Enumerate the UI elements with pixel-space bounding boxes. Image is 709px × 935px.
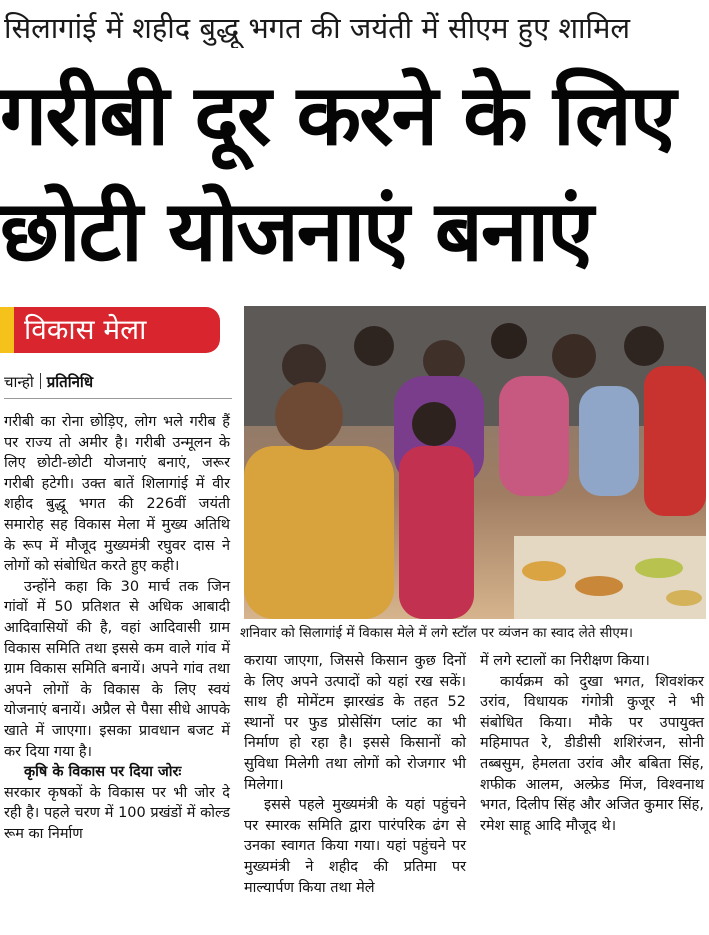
crowd-head — [423, 340, 465, 382]
crowd-head — [491, 323, 527, 359]
photo-caption: शनिवार को सिलागांई में विकास मेले में लगे स्टॉल पर व्यंजन का स्वाद लेते सीएम। — [240, 625, 634, 641]
photo-illustration — [244, 306, 706, 619]
kicker-headline: सिलागांई में शहीद बुद्धू भगत की जयंती में सीएम हुए शामिल — [4, 11, 631, 45]
food-plate — [666, 590, 702, 606]
article-paragraph: उन्होंने कहा कि 30 मार्च तक जिन गांवों में 50 प्रतिशत से अधिक आबादी आदिवासियों की है, वहां आदिवासी ग्राम विकास समिति तथा इससे कम वाले गांव में ग्राम विकास समिति बनायें। अपने गांव तथा अपने लोगों के विकास के लिए स्वयं योजनाएं बनायें। अप्रैल से पैसा सीधे आपके खाते में जाएगा। इसका प्रावधान बजट में कर दिया गया है। — [4, 578, 230, 760]
section-banner — [0, 307, 220, 353]
article-column-2 — [244, 651, 466, 898]
food-plate — [522, 561, 566, 581]
article-paragraph: कराया जाएगा, जिससे किसान कुछ दिनों के लिए अपने उत्पादों को यहां रख सकें। साथ ही मोमेंटम झारखंड के तहत 52 स्थानों पर फुड प्रोसेसिंग प्लांट का भी निर्माण हो रहा है। इससे किसानों को सुविधा मिलेगी तथा लोगों को रोजगार भी मिलेगा। — [244, 653, 466, 793]
crowd-head — [624, 326, 664, 366]
crowd-head — [552, 334, 596, 378]
article-paragraph: कार्यक्रम को दुखा भगत, शिवशंकर उरांव, विधायक गंगोत्री कुजूर ने भी संबोधित किया। मौके पर उपायुक्त महिमापत रे, डीडीसी शशिरंजन, सोनी तब्बसुम, हेमलता उरांव और बबिता सिंह, शफीक आलम, अल्फ्रेड मिंज, विश्वनाथ भगत, दिलीप सिंह और अजित कुमार सिंह, रमेश साहू आदि मौजूद थे। — [480, 673, 704, 834]
byline-role: प्रतिनिधि — [46, 373, 94, 391]
food-plate — [635, 558, 683, 578]
article-subheading: कृषि के विकास पर दिया जोरः — [24, 764, 182, 781]
crowd-head — [282, 344, 326, 388]
crowd-person — [499, 376, 569, 496]
byline — [4, 372, 93, 392]
crowd-person — [579, 386, 639, 496]
article-paragraph: में लगे स्टालों का निरीक्षण किया। — [480, 653, 650, 669]
girl-head — [412, 402, 456, 446]
article-column-1 — [4, 412, 230, 844]
girl-figure — [399, 446, 474, 619]
byline-place: चान्हो — [4, 373, 34, 391]
crowd-person — [644, 366, 706, 516]
food-plate — [575, 576, 623, 596]
crowd-head — [354, 326, 394, 366]
article-column-3 — [480, 651, 704, 836]
byline-rule — [4, 398, 232, 399]
article-paragraph: सरकार कृषकों के विकास पर भी जोर दे रही है। पहले चरण में 100 प्रखंडों में कोल्ड रूम का निर्माण — [4, 784, 230, 842]
cm-head — [275, 382, 343, 450]
article-paragraph: इससे पहले मुख्यमंत्री के यहां पहुंचने पर स्मारक समिति द्वारा पारंपरिक ढंग से उनका स्वागत किया गया। यहां पहुंचने पर मुख्यमंत्री ने शहीद की प्रतिमा पर माल्यार्पण किया तथा मेले — [244, 797, 466, 896]
headline-line-2: छोटी योजनाएं बनाएं — [0, 182, 592, 280]
news-photo — [244, 306, 706, 619]
banner-accent-bar — [0, 307, 14, 353]
article-paragraph: गरीबी का रोना छोड़िए, लोग भले गरीब हैं पर राज्य तो अमीर है। गरीबी उन्मूलन के लिए छोटी-छोटी योजनाएं बनाएं, जरूर गरीबी हटेगी। उक्त बातें शिलागांई में वीर शहीद बुद्धू भगत की 226वीं जयंती समारोह सह विकास मेला में मुख्य अतिथि के रूप में मौजूद मुख्यमंत्री रघुवर दास ने लोगों को संबोधित करते हुए कही। — [4, 414, 230, 575]
cm-figure — [244, 446, 394, 619]
headline-line-1: गरीबी दूर करने के लिए — [0, 66, 675, 164]
byline-separator — [40, 373, 41, 389]
section-banner-label: विकास मेला — [24, 313, 147, 346]
